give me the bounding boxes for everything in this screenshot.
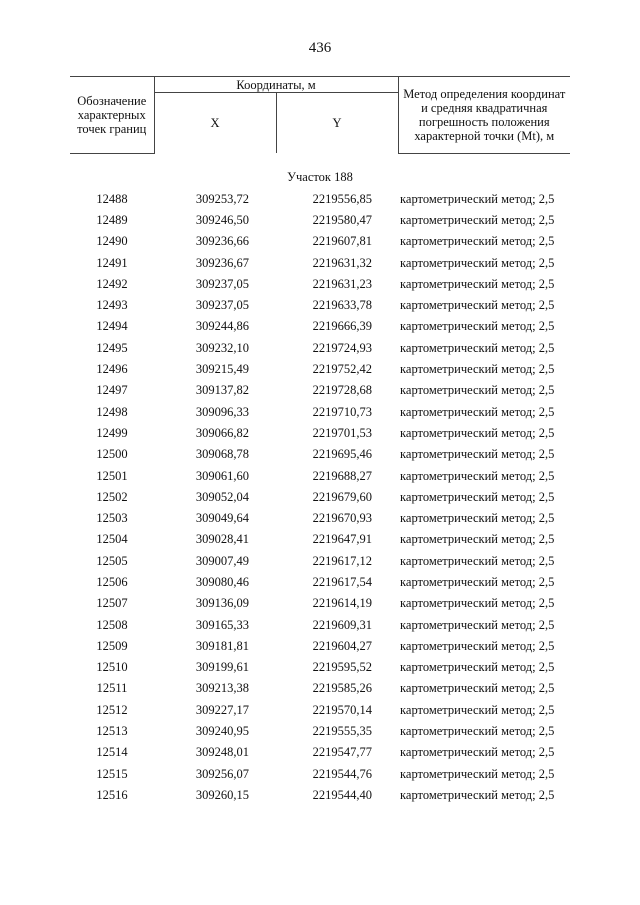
method-cell: картометрический метод; 2,5 (400, 702, 555, 717)
y-coordinate-cell: 2219647,91 (312, 532, 373, 547)
point-id-cell: 12490 (96, 234, 128, 249)
y-coordinate-cell: 2219585,26 (312, 681, 373, 696)
y-coordinate-cell: 2219724,93 (312, 340, 373, 355)
x-coordinate-cell: 309240,95 (195, 724, 249, 739)
y-coordinate-cell: 2219555,35 (312, 724, 373, 739)
point-id-cell: 12511 (96, 681, 128, 696)
method-cell: картометрический метод; 2,5 (400, 404, 555, 419)
point-id-cell: 12509 (96, 638, 128, 653)
method-cell: картометрический метод; 2,5 (400, 489, 555, 504)
method-cell: картометрический метод; 2,5 (400, 638, 555, 653)
point-id-cell: 12502 (96, 489, 128, 504)
y-coordinate-cell: 2219617,12 (312, 553, 373, 568)
point-id-cell: 12514 (96, 745, 128, 760)
y-coordinate-cell: 2219580,47 (312, 212, 373, 227)
table-row (70, 423, 570, 444)
x-coordinate-cell: 309253,72 (195, 191, 249, 206)
x-coordinate-cell: 309248,01 (195, 745, 249, 760)
method-cell: картометрический метод; 2,5 (400, 787, 555, 802)
point-id-cell: 12507 (96, 596, 128, 611)
table-body (70, 153, 570, 806)
method-cell: картометрический метод; 2,5 (400, 745, 555, 760)
table-row (70, 785, 570, 806)
table-row (70, 444, 570, 465)
method-cell: картометрический метод; 2,5 (400, 234, 555, 249)
method-cell: картометрический метод; 2,5 (400, 681, 555, 696)
point-label-header: Обозначение характерных точек границ (70, 77, 154, 154)
method-cell: картометрический метод; 2,5 (400, 766, 555, 781)
table-row (70, 338, 570, 359)
x-coordinate-cell: 309199,61 (195, 660, 249, 675)
table-row (70, 657, 570, 678)
method-cell: картометрический метод; 2,5 (400, 362, 555, 377)
method-cell: картометрический метод; 2,5 (400, 255, 555, 270)
point-id-cell: 12497 (96, 383, 128, 398)
table-row (70, 295, 570, 316)
x-coordinate-cell: 309215,49 (195, 362, 249, 377)
y-coordinate-cell: 2219695,46 (312, 447, 373, 462)
table-row (70, 721, 570, 742)
point-id-cell: 12495 (96, 340, 128, 355)
table-row (70, 465, 570, 486)
point-id-cell: 12492 (96, 276, 128, 291)
y-coordinate-cell: 2219547,77 (312, 745, 373, 760)
table-row (70, 401, 570, 422)
x-coordinate-cell: 309165,33 (195, 617, 249, 632)
method-cell: картометрический метод; 2,5 (400, 298, 555, 313)
table-row (70, 636, 570, 657)
table-row (70, 189, 570, 210)
point-id-cell: 12515 (96, 766, 128, 781)
point-id-cell: 12508 (96, 617, 128, 632)
method-cell: картометрический метод; 2,5 (400, 276, 555, 291)
table-row (70, 508, 570, 529)
point-id-cell: 12500 (96, 447, 128, 462)
x-coordinate-cell: 309246,50 (195, 212, 249, 227)
y-coordinate-cell: 2219670,93 (312, 511, 373, 526)
y-coordinate-cell: 2219631,32 (312, 255, 373, 270)
table-row (70, 742, 570, 763)
table-row (70, 764, 570, 785)
section-title: Участок 188 (287, 170, 353, 184)
x-coordinate-cell: 309068,78 (195, 447, 249, 462)
method-cell: картометрический метод; 2,5 (400, 660, 555, 675)
point-id-cell: 12504 (96, 532, 128, 547)
x-coordinate-cell: 309213,38 (195, 681, 249, 696)
point-id-cell: 12512 (96, 702, 128, 717)
table-row (70, 551, 570, 572)
table-row (70, 316, 570, 337)
method-cell: картометрический метод; 2,5 (400, 617, 555, 632)
x-header: X (154, 93, 276, 154)
y-coordinate-cell: 2219544,76 (312, 766, 373, 781)
method-cell: картометрический метод; 2,5 (400, 511, 555, 526)
point-id-cell: 12510 (96, 660, 128, 675)
point-id-cell: 12496 (96, 362, 128, 377)
point-id-cell: 12513 (96, 724, 128, 739)
y-coordinate-cell: 2219688,27 (312, 468, 373, 483)
x-coordinate-cell: 309049,64 (195, 511, 249, 526)
table-row (70, 252, 570, 273)
y-coordinate-cell: 2219595,52 (312, 660, 373, 675)
x-coordinate-cell: 309080,46 (195, 574, 249, 589)
page-number: 436 (308, 40, 332, 56)
point-id-cell: 12516 (96, 787, 128, 802)
x-coordinate-cell: 309136,09 (195, 596, 249, 611)
point-id-cell: 12493 (96, 298, 128, 313)
method-cell: картометрический метод; 2,5 (400, 212, 555, 227)
method-header: Метод определения координат и средняя квадратичная погрешность положения характерной точки (Mt), м (398, 77, 570, 154)
x-coordinate-cell: 309052,04 (195, 489, 249, 504)
point-id-cell: 12505 (96, 553, 128, 568)
x-coordinate-cell: 309260,15 (195, 787, 249, 802)
point-id-cell: 12499 (96, 425, 128, 440)
y-coordinate-cell: 2219556,85 (312, 191, 373, 206)
y-coordinate-cell: 2219614,19 (312, 596, 373, 611)
table-row (70, 678, 570, 699)
method-cell: картометрический метод; 2,5 (400, 574, 555, 589)
point-id-cell: 12491 (96, 255, 128, 270)
coordinates-table (70, 76, 570, 806)
y-header: Y (332, 116, 342, 130)
coords-header: Координаты, м (154, 77, 398, 93)
method-cell: картометрический метод; 2,5 (400, 553, 555, 568)
x-coordinate-cell: 309061,60 (195, 468, 249, 483)
x-coordinate-cell: 309244,86 (195, 319, 249, 334)
table-row (70, 593, 570, 614)
point-id-cell: 12498 (96, 404, 128, 419)
y-coordinate-cell: 2219544,40 (312, 787, 373, 802)
x-coordinate-cell: 309256,07 (195, 766, 249, 781)
x-coordinate-cell: 309007,49 (195, 553, 249, 568)
method-cell: картометрический метод; 2,5 (400, 425, 555, 440)
x-coordinate-cell: 309237,05 (195, 276, 249, 291)
y-coordinate-cell: 2219633,78 (312, 298, 373, 313)
table-row (70, 487, 570, 508)
method-cell: картометрический метод; 2,5 (400, 447, 555, 462)
method-cell: картометрический метод; 2,5 (400, 724, 555, 739)
x-coordinate-cell: 309232,10 (195, 340, 249, 355)
table-row (70, 380, 570, 401)
table-row (70, 359, 570, 380)
method-cell: картометрический метод; 2,5 (400, 596, 555, 611)
method-cell: картометрический метод; 2,5 (400, 340, 555, 355)
y-coordinate-cell: 2219710,73 (312, 404, 373, 419)
x-coordinate-cell: 309028,41 (195, 532, 249, 547)
table-row (70, 274, 570, 295)
x-coordinate-cell: 309236,66 (195, 234, 249, 249)
x-coordinate-cell: 309137,82 (195, 383, 249, 398)
y-coordinate-cell: 2219570,14 (312, 702, 373, 717)
table-row (70, 700, 570, 721)
y-coordinate-cell: 2219666,39 (312, 319, 373, 334)
point-id-cell: 12506 (96, 574, 128, 589)
y-coordinate-cell: 2219607,81 (312, 234, 373, 249)
point-id-cell: 12488 (96, 191, 128, 206)
point-id-cell: 12503 (96, 511, 128, 526)
x-coordinate-cell: 309236,67 (195, 255, 249, 270)
table-row (70, 529, 570, 550)
y-coordinate-cell: 2219752,42 (312, 362, 373, 377)
y-coordinate-cell: 2219679,60 (312, 489, 373, 504)
y-coordinate-cell: 2219701,53 (312, 425, 373, 440)
table-row (70, 231, 570, 252)
method-cell: картометрический метод; 2,5 (400, 468, 555, 483)
y-coordinate-cell: 2219728,68 (312, 383, 373, 398)
method-cell: картометрический метод; 2,5 (400, 319, 555, 334)
point-id-cell: 12501 (96, 468, 128, 483)
y-coordinate-cell: 2219604,27 (312, 638, 373, 653)
table-row (70, 572, 570, 593)
method-cell: картометрический метод; 2,5 (400, 532, 555, 547)
x-coordinate-cell: 309096,33 (195, 404, 249, 419)
point-id-cell: 12489 (96, 212, 128, 227)
y-coordinate-cell: 2219617,54 (312, 574, 373, 589)
method-cell: картометрический метод; 2,5 (400, 191, 555, 206)
table-row (70, 210, 570, 231)
method-cell: картометрический метод; 2,5 (400, 383, 555, 398)
point-id-cell: 12494 (96, 319, 128, 334)
table-row (70, 614, 570, 635)
x-coordinate-cell: 309227,17 (195, 702, 249, 717)
y-coordinate-cell: 2219631,23 (312, 276, 373, 291)
x-coordinate-cell: 309066,82 (195, 425, 249, 440)
y-coordinate-cell: 2219609,31 (312, 617, 373, 632)
x-coordinate-cell: 309181,81 (195, 638, 249, 653)
table-header (70, 77, 570, 154)
x-coordinate-cell: 309237,05 (195, 298, 249, 313)
